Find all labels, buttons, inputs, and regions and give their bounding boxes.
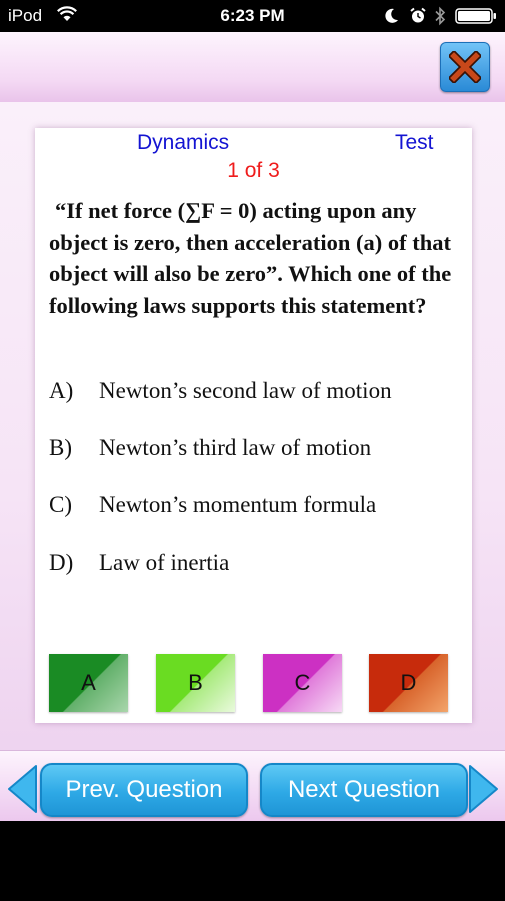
option-a[interactable] — [49, 378, 459, 404]
option-text: Newton’s second law of motion — [99, 378, 392, 403]
option-letter: A) — [49, 378, 74, 403]
next-question-button[interactable]: Next Question — [260, 763, 468, 817]
answer-b-button[interactable]: B — [156, 654, 235, 712]
battery-icon — [455, 8, 497, 24]
answer-d-button[interactable]: D — [369, 654, 448, 712]
close-button[interactable] — [440, 42, 490, 92]
topic-label: Dynamics — [137, 131, 230, 154]
option-letter: B) — [49, 435, 72, 460]
option-text: Newton’s momentum formula — [99, 492, 377, 517]
next-arrow-icon[interactable] — [466, 763, 500, 815]
answer-a-button[interactable]: A — [49, 654, 128, 712]
header-bar — [0, 32, 505, 102]
carrier-label: iPod — [8, 6, 43, 25]
status-time: 6:23 PM — [220, 6, 285, 25]
option-letter: D) — [49, 550, 74, 575]
prev-question-button[interactable]: Prev. Question — [40, 763, 248, 817]
option-d[interactable] — [49, 550, 459, 576]
alarm-icon — [410, 7, 426, 24]
option-b[interactable] — [49, 435, 459, 461]
option-text: Newton’s third law of motion — [99, 435, 372, 460]
close-icon — [449, 51, 481, 83]
answer-c-button[interactable]: C — [263, 654, 342, 712]
option-c[interactable] — [49, 492, 459, 518]
bluetooth-icon — [434, 6, 446, 26]
option-letter: C) — [49, 492, 72, 517]
question-text: “If net force (∑F = 0) acting upon any object is zero, then acceleration (a) of that object will also be zero”. Which one of the following laws supports this statement? — [49, 198, 452, 318]
moon-icon — [385, 8, 399, 23]
option-text: Law of inertia — [99, 550, 230, 575]
progress-label: 1 of 3 — [227, 159, 280, 182]
bottom-navigation — [0, 750, 505, 821]
prev-arrow-icon[interactable] — [6, 763, 40, 815]
status-bar — [0, 0, 505, 32]
mode-label: Test — [395, 131, 434, 154]
question-card — [35, 128, 472, 723]
